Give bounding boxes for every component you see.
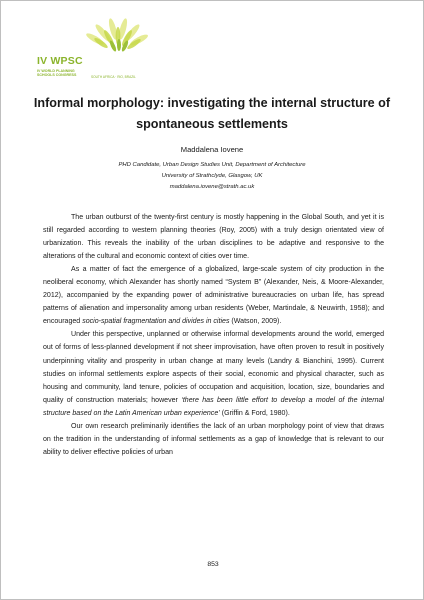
- author-name: Maddalena Iovene: [180, 145, 244, 154]
- affiliation-unit: PHD Candidate, Urban Design Studies Unit, Department of Architecture: [118, 162, 306, 168]
- paper-body: [43, 211, 384, 459]
- paper-title: Informal morphology: investigating the internal structure of spontaneous settlements: [33, 96, 391, 131]
- logo-title: IV WPSC: [37, 55, 83, 67]
- paragraph-1: The urban outburst of the twenty-first century is mostly happening in the Global South, and yet it is still regarded according to western planning theories (Roy, 2005) with a truly design orientated view of urbanization. This reveals the inability of the urban disciplines to be adaptive and responsive to the alterations of the cultural and economic context of cities over time.: [43, 214, 384, 261]
- logo-mark-icon: [37, 17, 157, 57]
- paragraph-4: Our own research preliminarily identifies the lack of an urban morphology point of view that draws on the tradition in the understanding of informal settlements as a gap of knowledge that is relevant to our ability to deliver effective policies of urban: [43, 422, 384, 456]
- author-email: maddalena.iovene@strath.ac.uk: [169, 184, 255, 190]
- author-affiliation: [31, 160, 393, 193]
- paragraph-3: Under this perspective, unplanned or otherwise informal developments around the world, emerged out of forms of less-planned development if not sheer improvisation, have often proven to result in positively underpinning vitality and prosperity in urban change at many levels (Landry & Bianchini, 1995). Current studies on informal settlements explore aspects of their social, economic and physical character, such as housing and community, land tenure, policies of occupation and acquisition, location, size, boundaries and quality of construction materials; however ‘there has been little effort to develop a model of the internal structure based on the Latin American urban experience’ (Griffin & Ford, 1980).: [43, 331, 384, 417]
- page-number: 853: [207, 561, 219, 568]
- congress-logo: [37, 17, 157, 81]
- logo-tagline: SOUTH AFRICA · RIO, BRAZIL: [91, 75, 136, 79]
- logo-subtitle: IV WORLD PLANNING SCHOOLS CONGRESS: [37, 69, 77, 78]
- paragraph-2: As a matter of fact the emergence of a globalized, large-scale system of city production in the neoliberal economy, which Alexander has shortly named “System B” (Alexander, Neis, & Moore-Alexander, 2012), accompanied by the expanding power of administrative bureaucracies on urban life, has spread patterns of alienation and impersonality among urban residents (Weber, Martindale, & Neuwirth, 1958); and encouraged socio-spatial fragmentation and divides in cities (Watson, 2009).: [43, 266, 384, 326]
- affiliation-university: University of Strathclyde, Glasgow, UK: [161, 173, 263, 179]
